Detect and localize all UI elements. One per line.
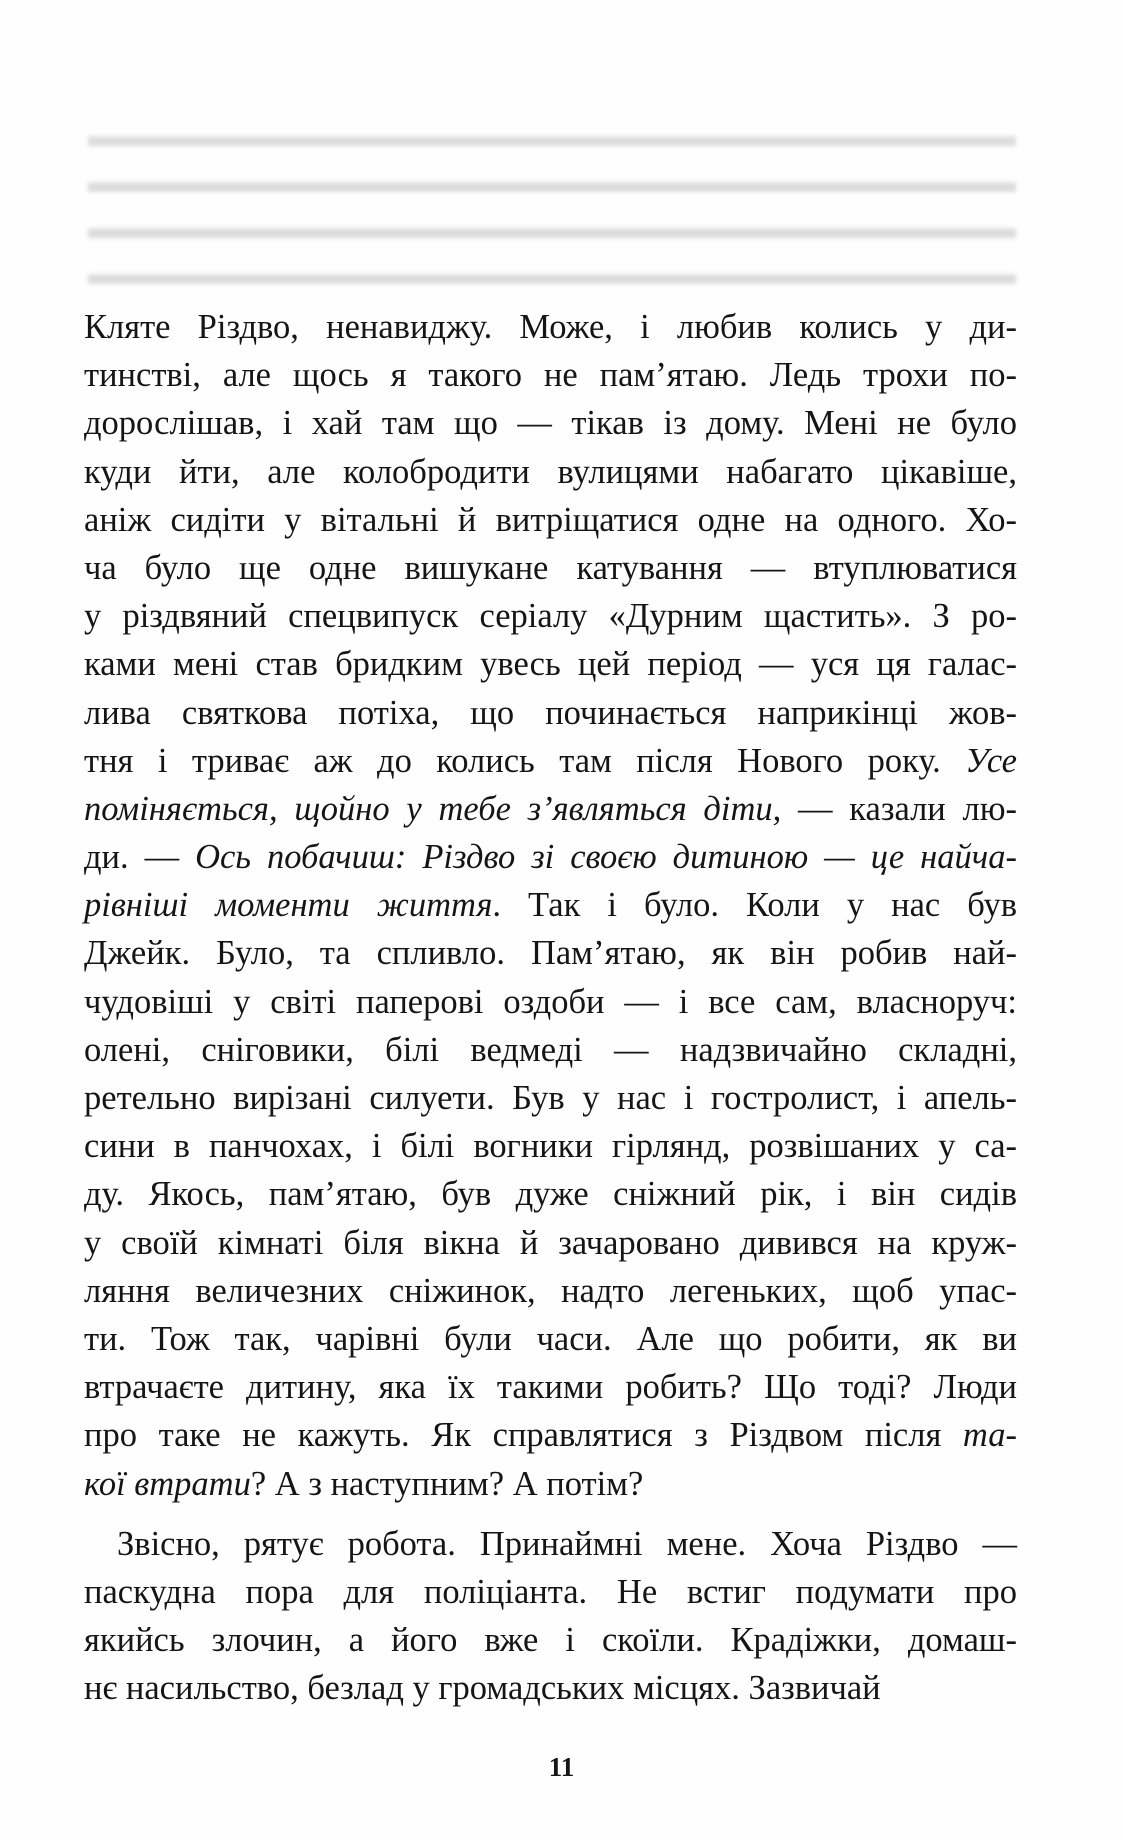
text-run: Джейк. Було, та спливло. Пам’ятаю, як він робив най- (84, 934, 1017, 973)
text-run: ти. Тож так, чарівні були часи. Але що робити, як ви (84, 1319, 1017, 1358)
text-line (84, 303, 1017, 351)
text-run: ча було ще одне вишукане катування — втуплюватися (84, 548, 1017, 587)
text-line (84, 1460, 1017, 1508)
text-run: ду. Якось, пам’ятаю, був дуже сніжний рік, і він сидів (84, 1175, 1017, 1214)
italic-text-run: Ось побачиш: Різдво зі своєю дитиною — це найча- (195, 838, 1017, 877)
text-run: чудовіші у світі паперові оздоби — і все сам, власноруч: (84, 982, 1017, 1021)
text-line (84, 737, 1017, 785)
italic-text-run: поміняється, щойно у тебе з’являться діти, (84, 789, 782, 828)
text-run: Звісно, рятує робота. Принаймні мене. Хоча Різдво — (117, 1524, 1017, 1563)
paragraph (84, 303, 1017, 1508)
text-run: тня і триває аж до колись там після Нового року. (84, 741, 966, 780)
text-line (84, 1568, 1017, 1616)
text-line (84, 689, 1017, 737)
text-line (84, 399, 1017, 447)
show-through-text: ▬▬▬▬▬▬▬▬▬▬▬▬▬▬▬▬▬▬▬▬▬▬▬▬▬▬▬▬▬ ▬▬▬▬▬▬▬▬▬▬▬▬▬▬▬▬▬▬▬▬▬▬▬▬▬▬▬▬▬ ▬▬▬▬▬▬▬▬▬▬▬▬▬▬▬▬▬▬▬▬▬▬▬▬▬▬▬▬▬ ▬▬▬▬▬▬▬▬▬▬▬▬▬▬▬▬▬▬▬▬▬▬▬▬▬▬▬▬▬ (88, 117, 1016, 291)
italic-text-run: Усе (965, 741, 1017, 780)
italic-text-run: рівніші моменти життя (84, 886, 493, 925)
text-run: паскудна пора для поліціанта. Не встиг подумати про (84, 1572, 1017, 1611)
text-line (84, 833, 1017, 881)
text-run: аніж сидіти у вітальні й витріщатися одне на одного. Хо- (84, 500, 1017, 539)
paragraph-gap (84, 1508, 1017, 1520)
text-line (84, 1267, 1017, 1315)
text-run: Кляте Різдво, ненавиджу. Може, і любив колись у ди- (84, 308, 1017, 346)
text-run: у своїй кімнаті біля вікна й зачаровано дивився на круж- (84, 1223, 1017, 1262)
text-line (84, 1616, 1017, 1664)
italic-text-run: кої втрати (84, 1464, 251, 1503)
text-line (84, 929, 1017, 977)
text-line (84, 1219, 1017, 1267)
text-run: про таке не кажуть. Як справлятися з Різдвом після (84, 1416, 963, 1455)
text-line (84, 592, 1017, 640)
text-run: ками мені став бридким увесь цей період — уся ця галас- (84, 645, 1017, 684)
text-run: олені, сніговики, білі ведмеді — надзвичайно складні, (84, 1030, 1017, 1069)
italic-text-run: та- (962, 1416, 1017, 1455)
text-line (84, 496, 1017, 544)
text-run: сини в панчохах, і білі вогники гірлянд, розвішаних у са- (84, 1127, 1017, 1166)
text-line (84, 881, 1017, 929)
text-line (84, 1122, 1017, 1170)
text-line (84, 1363, 1017, 1411)
text-line (84, 785, 1017, 833)
paragraph (84, 1520, 1017, 1713)
text-line (84, 1026, 1017, 1074)
page-number: 11 (548, 1752, 575, 1782)
text-run: якийсь злочин, а його вже і скоїли. Крадіжки, домаш- (84, 1621, 1017, 1660)
text-line (84, 448, 1017, 496)
text-line (84, 978, 1017, 1026)
text-line (84, 1520, 1017, 1568)
text-run: нє насильство, безлад у громадських місцях. Зазвичай (84, 1669, 881, 1708)
text-run: — казали лю- (781, 789, 1017, 828)
text-run: . Так і було. Коли у нас був (492, 886, 1017, 925)
text-run: втрачаєте дитину, яка їх такими робить? Що тоді? Люди (84, 1368, 1017, 1407)
text-line (84, 1411, 1017, 1459)
text-run: ? А з наступним? А потім? (250, 1464, 644, 1503)
text-line (84, 1074, 1017, 1122)
text-run: дорослішав, і хай там що — тікав із дому. Мені не було (84, 404, 1017, 443)
text-line (84, 640, 1017, 688)
text-line (84, 1170, 1017, 1218)
text-line (84, 1664, 1017, 1712)
text-run: лива святкова потіха, що починається наприкінці жов- (84, 693, 1017, 732)
text-run: ляння величезних сніжинок, надто легеньких, щоб упас- (84, 1271, 1017, 1310)
text-run: у різдвяний спецвипуск серіалу «Дурним щастить». З ро- (84, 597, 1017, 636)
text-line (84, 1315, 1017, 1363)
text-line (84, 544, 1017, 592)
text-run: тинстві, але щось я такого не пам’ятаю. Ледь трохи по- (84, 356, 1017, 395)
text-run: ретельно вирізані силуети. Був у нас і гостролист, і апель- (84, 1079, 1017, 1117)
text-run: куди йти, але колобродити вулицями набагато цікавіше, (84, 452, 1017, 491)
text-run: ди. — (84, 838, 196, 877)
body-text (84, 303, 1017, 1712)
text-line (84, 351, 1017, 399)
